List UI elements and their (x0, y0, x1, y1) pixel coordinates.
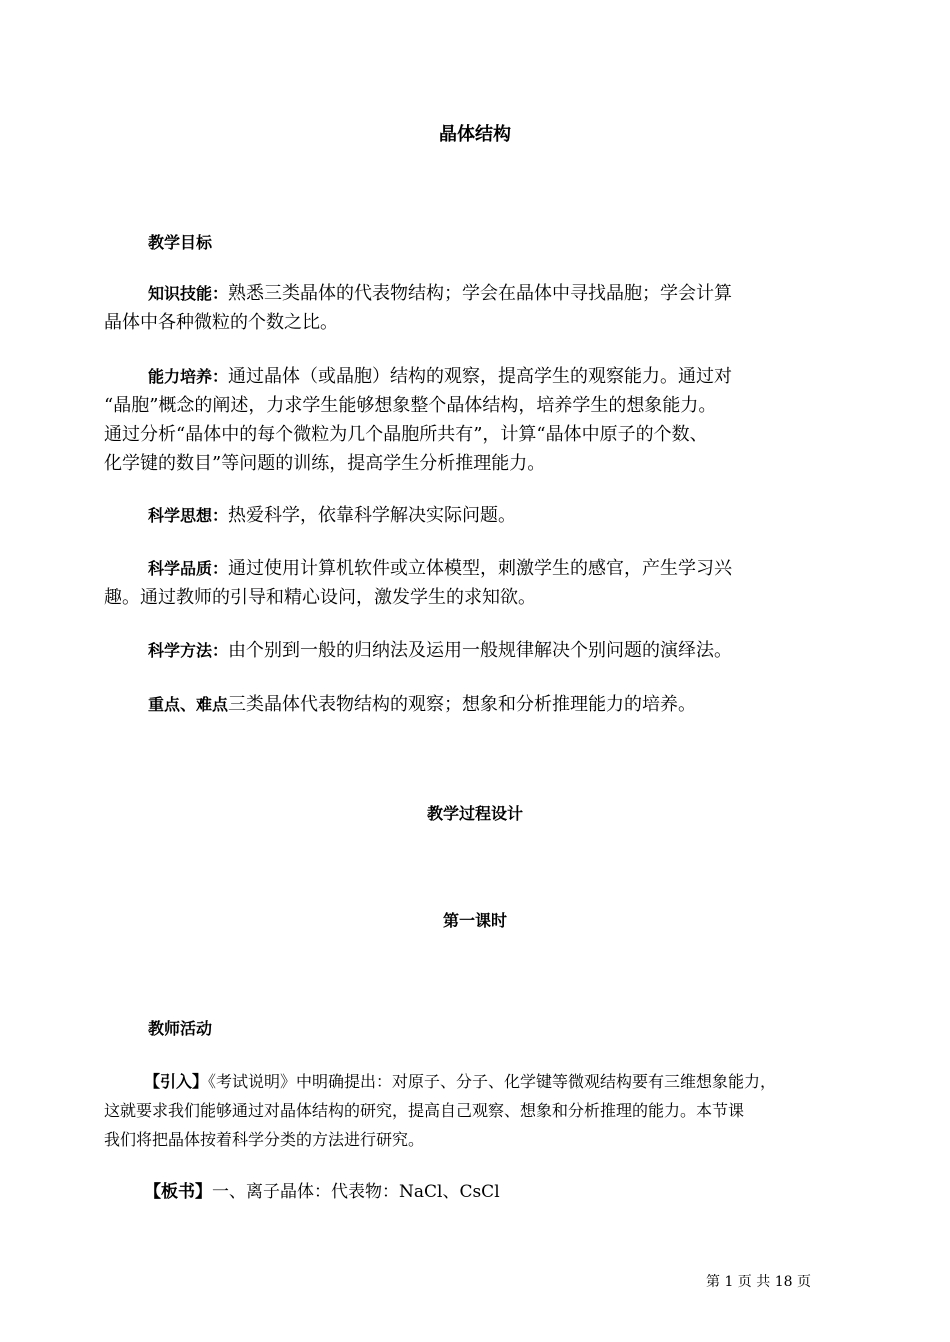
ability-label: 能力培养： (148, 367, 229, 386)
thought-label: 科学思想： (148, 506, 229, 525)
method-label: 科学方法： (148, 641, 229, 660)
ability-text-2: “晶胞”概念的阐述，力求学生能够想象整个晶体结构，培养学生的想象能力。 (104, 395, 717, 416)
knowledge-label: 知识技能： (148, 284, 229, 303)
quality-text-1: 通过使用计算机软件或立体模型，刺激学生的感官，产生学习兴 (228, 558, 733, 579)
method-text-1: 由个别到一般的归纳法及运用一般规律解决个别问题的演绎法。 (228, 640, 733, 661)
process-heading: 教学过程设计 (426, 804, 523, 823)
document-title: 晶体结构 (439, 124, 511, 145)
method-paragraph (104, 636, 846, 665)
teacher-activity-heading: 教师活动 (148, 1019, 213, 1038)
keypoints-text-1: 三类晶体代表物结构的观察；想象和分析推理能力的培养。 (228, 694, 697, 715)
intro-text-1: 《考试说明》中明确提出：对原子、分子、化学键等微观结构要有三维想象能力， (208, 1072, 777, 1091)
quality-text-2: 趣。通过教师的引导和精心设问，激发学生的求知欲。 (104, 587, 536, 608)
quality-paragraph (104, 554, 846, 612)
lesson-heading: 第一课时 (442, 911, 507, 930)
knowledge-text-1: 熟悉三类晶体的代表物结构；学会在晶体中寻找晶胞；学会计算 (228, 283, 733, 304)
board-text-1: 一、离子晶体：代表物：NaCl、CsCl (212, 1182, 500, 1202)
thought-paragraph (104, 501, 846, 530)
keypoints-label: 重点、难点 (148, 695, 229, 714)
intro-text-3: 我们将把晶体按着科学分类的方法进行研究。 (104, 1130, 425, 1149)
ability-paragraph (104, 362, 846, 478)
quality-label: 科学品质： (148, 559, 229, 578)
ability-text-1: 通过晶体（或晶胞）结构的观察，提高学生的观察能力。通过对 (228, 366, 733, 387)
intro-paragraph (104, 1067, 846, 1154)
ability-text-4: 化学键的数目”等问题的训练，提高学生分析推理能力。 (104, 453, 546, 474)
page-footer: 第 1 页 共 18 页 (706, 1274, 811, 1290)
intro-label: 【引入】 (144, 1072, 209, 1091)
knowledge-paragraph (104, 279, 846, 337)
ability-text-3: 通过分析“晶体中的每个微粒为几个晶胞所共有”，计算“晶体中原子的个数、 (104, 424, 708, 445)
thought-text-1: 热爱科学，依靠科学解决实际问题。 (228, 505, 517, 526)
knowledge-text-2: 晶体中各种微粒的个数之比。 (104, 312, 338, 333)
board-paragraph (104, 1178, 846, 1207)
board-label: 【板书】 (144, 1182, 212, 1202)
objectives-heading: 教学目标 (148, 233, 213, 252)
intro-text-2: 这就要求我们能够通过对晶体结构的研究，提高自己观察、想象和分析推理的能力。本节课 (104, 1101, 745, 1120)
keypoints-paragraph (104, 690, 846, 719)
